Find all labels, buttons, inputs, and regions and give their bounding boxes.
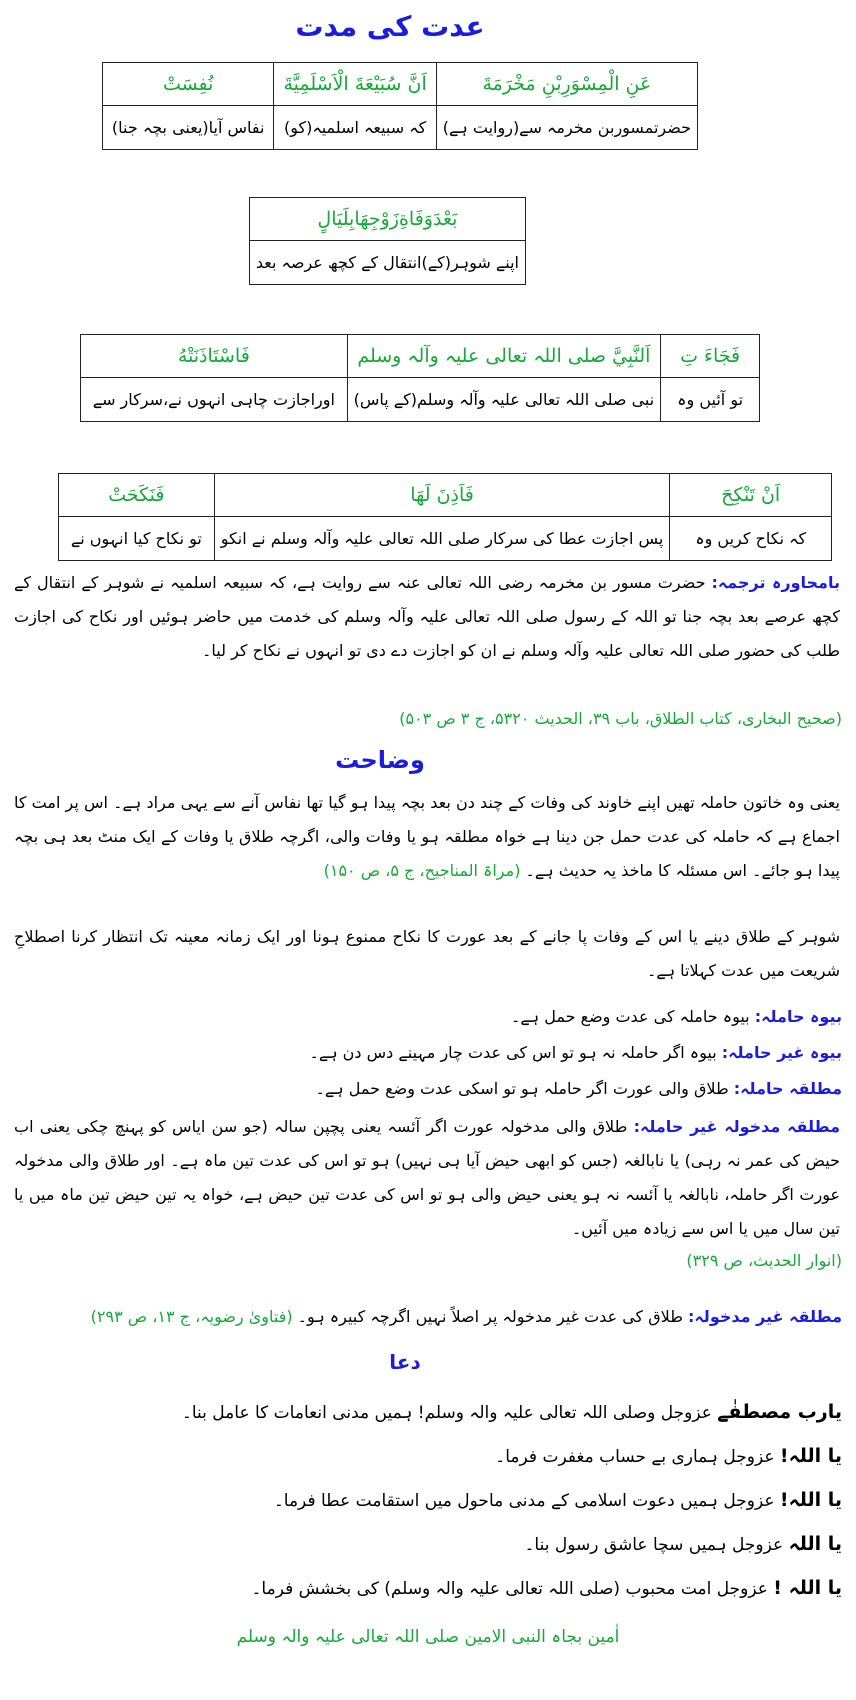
definition-label: بیوہ حاملہ: (754, 1007, 842, 1026)
explanation-reference: (فتاویٰ رضویہ، ج ۱۳، ص ۲۹۳) (90, 1307, 293, 1326)
arabic-cell: فَنَكَحَتْ (59, 474, 215, 517)
definition-text: بیوہ حاملہ کی عدت وضع حمل ہے۔ (511, 1007, 750, 1026)
dua-line (14, 1396, 842, 1429)
dua-text: عزوجل امت محبوب (صلی اللہ تعالی علیہ والہ وسلم) کی بخشش فرما۔ (251, 1579, 768, 1599)
definition-item (14, 1038, 842, 1068)
page-title: عدت کی مدت (295, 10, 485, 43)
dua-invocation: یا اللہ! (779, 1445, 842, 1467)
definition-item (14, 1002, 842, 1032)
arabic-cell: فَجَاءَ تِ (661, 335, 760, 378)
explanation-text: طلاق والی مدخولہ عورت اگر آئسہ یعنی پچپن سالہ (جو سن ایاس کو پہنچ چکی یعنی اب حیض کی عمر نہ رہی) یا نابالغہ (جس کو ابھی حیض آیا ہی نہیں) ہو تو اس کی عدت تین ماہ ہے۔ اور طلاق والی مدخولہ عورت اگر حاملہ، نابالغہ یا آئسہ نہ ہو یعنی حیض والی ہو تو اس کی عدت تین حیض ہے، خواہ یہ تین حیض تین ماہ میں یا تین سال میں یا اس سے زیادہ میں آئیں۔ (14, 1117, 841, 1238)
dua-text: عزوجل ہمیں دعوت اسلامی کے مدنی ماحول میں استقامت عطا فرما۔ (273, 1491, 775, 1511)
dua-heading: دعا (389, 1350, 421, 1374)
dua-text: عزوجل وصلی اللہ تعالی علیہ والہ وسلم! ہمیں مدنی انعامات کا عامل بنا۔ (181, 1403, 712, 1423)
translation-label: بامحاورہ ترجمہ: (711, 573, 840, 592)
definition-text: طلاق والی عورت اگر حاملہ ہو تو اسکی عدت وضع حمل ہے۔ (315, 1079, 729, 1098)
arabic-cell: نُفِسَتْ (103, 63, 274, 106)
definition-label: مطلقہ غیر مدخولہ: (688, 1307, 842, 1326)
urdu-cell: حضرتمسوربن مخرمہ سے(روایت ہے) (436, 106, 697, 150)
dua-text: عزوجل ہماری بے حساب مغفرت فرما۔ (495, 1447, 775, 1467)
dua-line (14, 1484, 842, 1517)
urdu-cell: تو نکاح کیا انہوں نے (59, 517, 215, 561)
dua-invocation: یا اللہ ! (773, 1577, 842, 1599)
dua-line (14, 1572, 842, 1605)
dua-text: عزوجل ہمیں سچا عاشق رسول بنا۔ (524, 1535, 784, 1555)
explanation-paragraph-2: شوہر کے طلاق دینے یا اس کے وفات پا جانے کے بعد عورت کا نکاح ممنوع ہونا اور ایک زمانہ معینہ تک انتظار کرنا اصطلاحِ شریعت میں عدت کہلاتا ہے۔ (14, 927, 841, 980)
urdu-cell: پس اجازت عطا کی سرکار صلی اللہ تعالی علیہ وآلہ وسلم نے انکو (214, 517, 670, 561)
urdu-cell: اوراجازت چاہی انہوں نے،سرکار سے (81, 378, 348, 422)
definition-item (14, 1302, 842, 1332)
arabic-cell: عَنِ الْمِسْوَرِبْنِ مَخْرَمَةَ (436, 63, 697, 106)
explanation-paragraph-3 (14, 1110, 840, 1246)
explanation-paragraph-1 (14, 786, 840, 888)
explanation-reference: (مراۃ المناجیح، ج ۵، ص ۱۵۰) (323, 861, 521, 880)
definition-text: طلاق کی عدت غیر مدخولہ پر اصلاً نہیں اگرچہ کبیرہ ہو۔ (297, 1307, 683, 1326)
dua-line (14, 1440, 842, 1473)
dua-invocation: یا اللہ! (779, 1489, 842, 1511)
arabic-cell: فَاسْتَاذَنَتْهُ (81, 335, 348, 378)
urdu-cell: تو آئیں وہ (661, 378, 760, 422)
urdu-cell: اپنے شوہر(کے)انتقال کے کچھ عرصہ بعد (249, 241, 525, 285)
translation-reference: (صحیح البخاری، کتاب الطلاق، باب ۳۹، الحدیث ۵۳۲۰، ج ۳ ص ۵۰۳) (399, 709, 842, 728)
dua-invocation: یارب مصطفٰے (717, 1401, 842, 1423)
explanation-reference: (انوار الحدیث، ص ۳۲۹) (686, 1251, 842, 1270)
urdu-cell: کہ نکاح کریں وہ (670, 517, 832, 561)
arabic-cell: فَاَذِنَ لَهَا (214, 474, 670, 517)
dua-invocation: یا اللہ (788, 1533, 842, 1555)
urdu-cell: نبی صلی اللہ تعالی علیہ وآلہ وسلم(کے پاس) (347, 378, 661, 422)
definition-item (14, 1074, 842, 1104)
dua-closing: اٰمین بجاہ النبی الامین صلی اللہ تعالی علیہ والہ وسلم (236, 1627, 620, 1647)
definition-text: بیوہ اگر حاملہ نہ ہو تو اس کی عدت چار مہینے دس دن ہے۔ (309, 1043, 717, 1062)
arabic-cell: اَلنَّبِيَّ صلی اللہ تعالی علیہ وآلہ وسلم (347, 335, 661, 378)
hadith-table-2 (249, 197, 526, 285)
translation-text: حضرت مسور بن مخرمہ رضی اللہ تعالی عنہ سے روایت ہے، کہ سبیعہ اسلمیہ نے شوہر کے انتقال کے کچھ عرصے بعد بچہ جنا تو اللہ کے رسول صلی اللہ تعالی علیہ وآلہ وسلم کی خدمت میں حاضر ہوئیں اور نکاح کی اجازت طلب کی حضور صلی اللہ تعالی علیہ وآلہ وسلم نے ان کو اجازت دے دی تو انہوں نے نکاح کر لیا۔ (14, 573, 840, 660)
arabic-cell: اَنَّ سُبَيْعَةَ الْاَسْلَمِيَّةَ (274, 63, 436, 106)
urdu-cell: نفاس آیا(یعنی بچہ جنا) (103, 106, 274, 150)
definition-label: مطلقہ حاملہ: (733, 1079, 842, 1098)
definition-label: بیوہ غیر حاملہ: (721, 1043, 842, 1062)
hadith-table-3 (80, 334, 760, 422)
urdu-cell: کہ سبیعہ اسلمیہ(کو) (274, 106, 436, 150)
arabic-cell: اَنْ تَنْكِحَ (670, 474, 832, 517)
explanation-text: یعنی وہ خاتون حاملہ تھیں اپنے خاوند کی وفات کے چند دن بعد بچہ پیدا ہو گیا تھا نفاس آنے سے یہی مراد ہے۔ اس پر امت کا اجماع ہے کہ حاملہ کی عدت حمل جن دینا ہے خواہ مطلقہ ہو یا وفات والی، اگرچہ طلاق یا وفات کے ایک منٹ بعد ہی بچہ پیدا ہو جائے۔ اس مسئلہ کا ماخذ یہ حدیث ہے۔ (14, 793, 840, 880)
dua-line (14, 1528, 842, 1561)
arabic-cell: بَعْدَوَفَاةِزَوْجِهَابِلَيَالٍ (249, 198, 525, 241)
explanation-heading: وضاحت (335, 746, 425, 774)
hadith-table-4 (58, 473, 832, 561)
hadith-table-1 (102, 62, 698, 150)
definition-label: مطلقہ مدخولہ غیر حاملہ: (633, 1117, 840, 1136)
translation-paragraph (14, 566, 840, 668)
